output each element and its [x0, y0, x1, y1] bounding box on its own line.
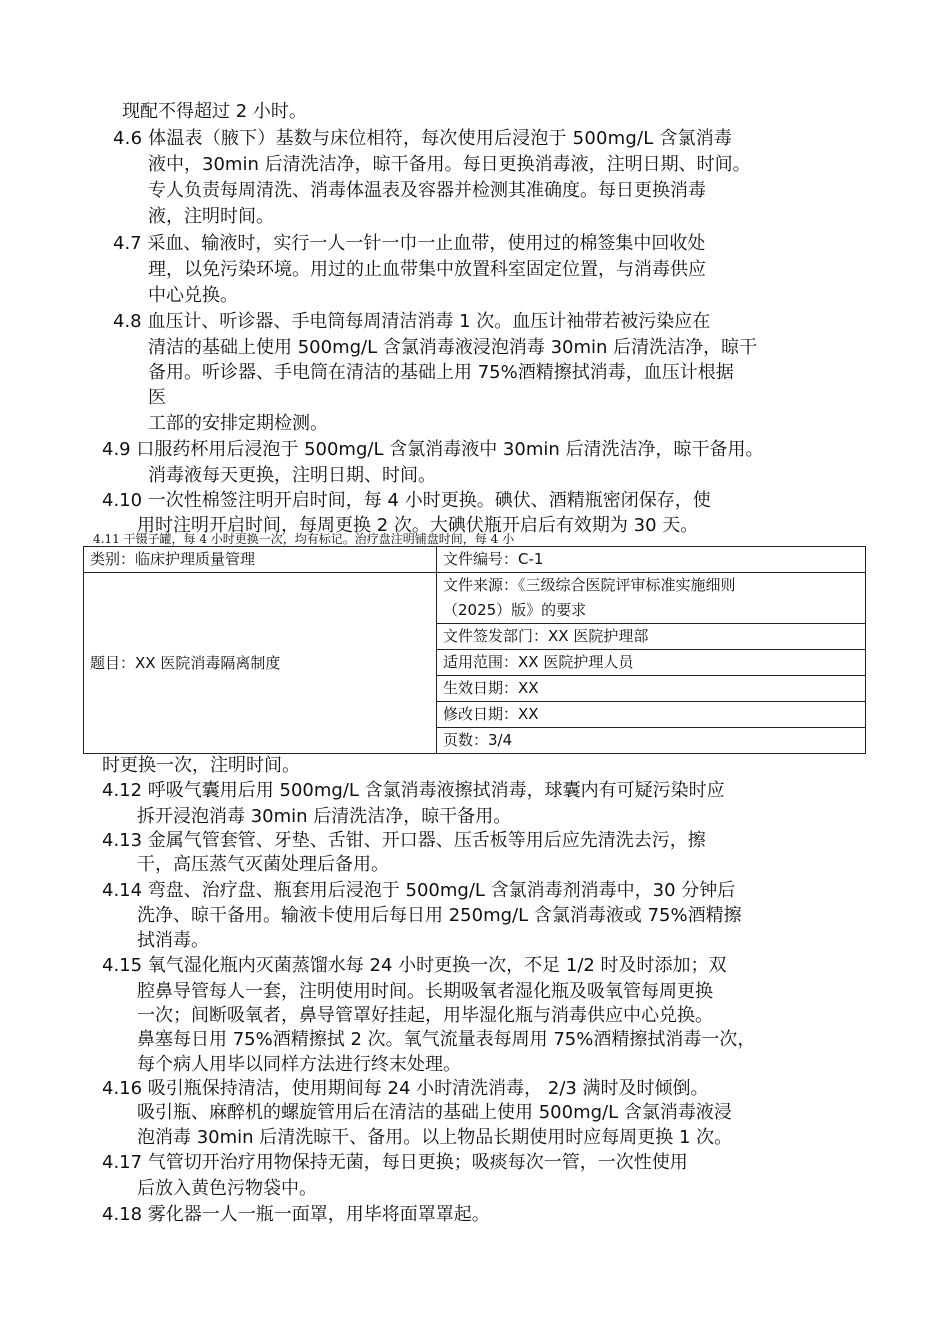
text-line: 现配不得超过 2 小时。 [122, 101, 307, 122]
text-line: 4.9 口服药杯用后浸泡于 500mg/L 含氯消毒液中 30min 后清洗洁净，晾干备用。 [102, 439, 764, 460]
source-line: （2025）版》的要求 [443, 601, 587, 619]
title-cell: 题目：XX 医院消毒隔离制度 [84, 573, 437, 754]
text-line: 每个病人用毕以同样方法进行终末处理。 [137, 1054, 461, 1075]
text-line: 拆开浸泡消毒 30min 后清洗洁净，晾干备用。 [137, 806, 512, 827]
scope-cell: 适用范围：XX 医院护理人员 [437, 650, 866, 676]
page-count-cell: 页数：3/4 [437, 728, 866, 754]
text-line: 4.17 气管切开治疗用物保持无菌，每日更换；吸痰每次一管，一次性使用 [102, 1152, 688, 1173]
text-line: 腔鼻导管每人一套，注明使用时间。长期吸氧者湿化瓶及吸氧管每周更换 [137, 981, 713, 1002]
text-line: 4.13 金属气管套管、牙垫、舌钳、开口器、压舌板等用后应先清洗去污，擦 [102, 830, 706, 851]
revised-date-cell: 修改日期：XX [437, 702, 866, 728]
text-line: 干，高压蒸气灭菌处理后备用。 [137, 854, 389, 875]
text-line: 中心兑换。 [148, 285, 238, 306]
text-line: 拭消毒。 [137, 930, 209, 951]
source-line: 文件来源：《三级综合医院评审标准实施细则 [443, 576, 736, 594]
category-cell: 类别：临床护理质量管理 [84, 547, 437, 573]
doc-number-cell: 文件编号：C-1 [437, 547, 866, 573]
text-line: 洗净、晾干备用。输液卡使用后每日用 250mg/L 含氯消毒液或 75%酒精擦 [137, 905, 742, 926]
text-line: 用时注明开启时间，每周更换 2 次。大碘伏瓶开启后有效期为 30 天。 [137, 515, 699, 536]
truncated-line: 4.11 干镊子罐，每 4 小时更换一次，均有标记。治疗盘注明铺盘时间，每 4 小 [93, 532, 515, 546]
text-line: 理，以免污染环境。用过的止血带集中放置科室固定位置，与消毒供应 [148, 259, 706, 280]
text-line: 4.12 呼吸气囊用后用 500mg/L 含氯消毒液擦拭消毒，球囊内有可疑污染时应 [102, 780, 725, 801]
text-line: 液中，30min 后清洗洁净，晾干备用。每日更换消毒液，注明日期、时间。 [148, 154, 751, 175]
text-line: 鼻塞每日用 75%酒精擦拭 2 次。氧气流量表每周用 75%酒精擦拭消毒一次， [137, 1029, 756, 1050]
issuer-cell: 文件签发部门：XX 医院护理部 [437, 624, 866, 650]
text-line: 液，注明时间。 [148, 206, 274, 227]
text-line: 备用。听诊器、手电筒在清洁的基础上用 75%酒精擦拭消毒，血压计根据 [148, 362, 734, 383]
text-line: 泡消毒 30min 后清洗晾干、备用。以上物品长期使用时应每周更换 1 次。 [137, 1127, 733, 1148]
text-line: 4.18 雾化器一人一瓶一面罩，用毕将面罩罩起。 [102, 1204, 490, 1225]
text-line: 消毒液每天更换，注明日期、时间。 [148, 465, 436, 486]
text-line: 4.16 吸引瓶保持清洁，使用期间每 24 小时清洗消毒， 2/3 满时及时倾倒。 [102, 1078, 709, 1099]
text-line: 4.8 血压计、听诊器、手电筒每周清洁消毒 1 次。血压计袖带若被污染应在 [113, 311, 711, 332]
text-line: 后放入黄色污物袋中。 [137, 1178, 317, 1199]
text-line: 清洁的基础上使用 500mg/L 含氯消毒液浸泡消毒 30min 后清洗洁净，晾干 [148, 337, 758, 358]
text-line: 医 [148, 387, 166, 408]
text-line: 4.6 体温表（腋下）基数与床位相符，每次使用后浸泡于 500mg/L 含氯消毒 [113, 128, 733, 149]
text-line: 4.15 氧气湿化瓶内灭菌蒸馏水每 24 小时更换一次，不足 1/2 时及时添加；双 [102, 955, 727, 976]
text-line: 时更换一次，注明时间。 [102, 755, 300, 776]
text-line: 吸引瓶、麻醉机的螺旋管用后在清洁的基础上使用 500mg/L 含氯消毒液浸 [137, 1102, 732, 1123]
effective-date-cell: 生效日期：XX [437, 676, 866, 702]
text-line: 4.14 弯盘、治疗盘、瓶套用后浸泡于 500mg/L 含氯消毒剂消毒中，30 分钟后 [102, 880, 736, 901]
text-line: 工部的安排定期检测。 [148, 413, 328, 434]
text-line: 4.10 一次性棉签注明开启时间，每 4 小时更换。碘伏、酒精瓶密闭保存，使 [102, 490, 711, 511]
text-line: 专人负责每周清洗、消毒体温表及容器并检测其准确度。每日更换消毒 [148, 180, 706, 201]
source-cell [437, 573, 866, 624]
document-header-table [83, 546, 866, 754]
text-line: 4.7 采血、输液时，实行一人一针一巾一止血带，使用过的棉签集中回收处 [113, 233, 706, 254]
text-line: 一次；间断吸氧者，鼻导管罩好挂起，用毕湿化瓶与消毒供应中心兑换。 [137, 1005, 713, 1026]
